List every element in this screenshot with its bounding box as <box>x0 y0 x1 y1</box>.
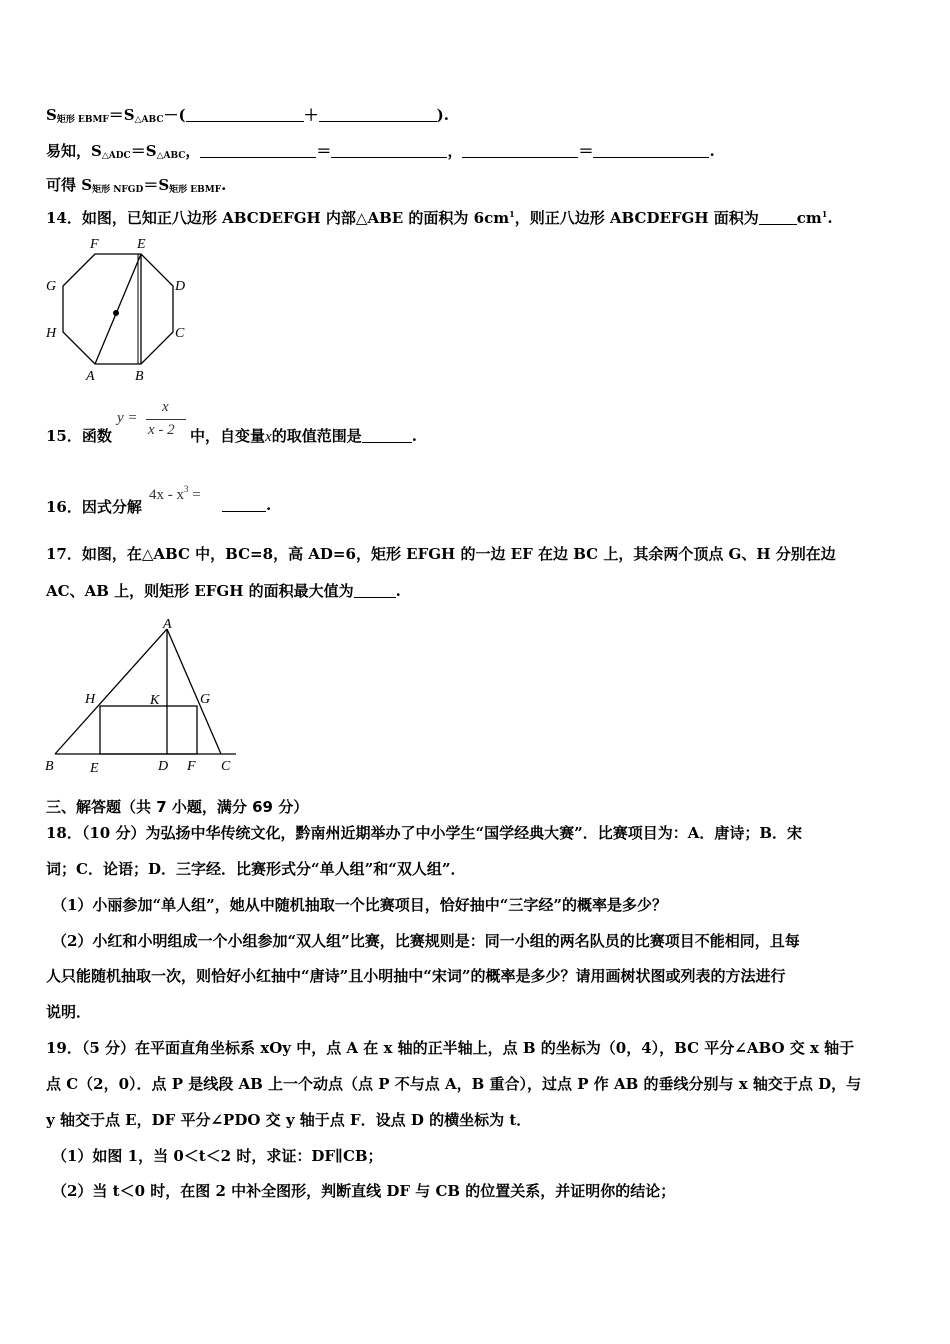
answer-blank[interactable] <box>362 428 412 443</box>
formula-factor: $4x - x^3$ = <box>149 484 201 503</box>
question-18-part1: （1）小丽参加“单人组”，她从中随机抽取一个比赛项目，恰好抽中“三字经”的概率是多少？ <box>52 896 667 914</box>
question-16: 16．因式分解 <box>46 498 142 516</box>
label-b: B <box>45 759 54 774</box>
answer-blank[interactable] <box>593 143 709 158</box>
line-s-rect-ebmf: $S_{矩形 EBMF}=S_{\triangle ABC}-$( ＋ ). <box>46 106 449 125</box>
answer-blank[interactable] <box>186 107 304 122</box>
answer-blank[interactable] <box>759 210 797 225</box>
question-19-line1: 19．（5 分）在平面直角坐标系 xOy 中，点 A 在 x 轴的正半轴上，点 B 的坐标为（0，4），BC 平分∠ABO 交 x 轴于 <box>46 1039 855 1057</box>
question-18-line5: 人只能随机抽取一次，则恰好小红抽中“唐诗”且小明抽中“宋词”的概率是多少？请用画树状图或列表的方法进行 <box>46 967 786 985</box>
question-16-blank: . <box>222 496 271 514</box>
question-18-line1: 18．（10 分）为弘扬中华传统文化，黔南州近期举办了中小学生“国学经典大赛”．比赛项目为：A．唐诗；B．宋 <box>46 824 803 842</box>
question-17-line1: 17．如图，在△ABC 中，BC=8，高 AD=6，矩形 EFGH 的一边 EF 在边 BC 上，其余两个顶点 G、H 分别在边 <box>46 545 836 563</box>
section-heading: 三、解答题（共 7 小题，满分 69 分） <box>46 798 309 816</box>
question-19-line3: y 轴交于点 E，DF 平分∠PDO 交 y 轴于点 F．设点 D 的横坐标为 t． <box>46 1111 532 1129</box>
label-a: A <box>163 617 172 632</box>
label-d: D <box>175 279 186 294</box>
label-e: E <box>137 237 146 252</box>
question-15: 15．函数 <box>46 427 112 445</box>
label-a: A <box>86 369 95 384</box>
question-18-line6: 说明． <box>46 1003 92 1021</box>
question-19-part2: （2）当 t＜0 时，在图 2 中补全图形，判断直线 DF 与 CB 的位置关系，并证明你的结论； <box>52 1182 676 1200</box>
fraction-bar <box>146 419 186 420</box>
label-g: G <box>200 692 211 707</box>
label-h: H <box>85 692 96 707</box>
line-yizhi: 易知，$S_{\triangle ADC}=S_{\triangle ABC}$， ＝ ， ＝ . <box>46 142 715 161</box>
question-15-rest: 中，自变量x的取值范围是 . <box>190 427 417 445</box>
triangle-figure <box>40 615 240 780</box>
answer-blank[interactable] <box>200 143 316 158</box>
answer-blank[interactable] <box>354 583 396 598</box>
label-f: F <box>187 759 196 774</box>
line-kede: 可得 $S_{矩形 NFGD}=S_{矩形 EBMF}$. <box>46 176 227 195</box>
label-c: C <box>175 326 185 341</box>
formula-denominator: x - 2 <box>148 422 175 438</box>
question-18-line2: 词；C．论语；D．三字经．比赛形式分“单人组”和“双人组”． <box>46 860 466 878</box>
label-e: E <box>90 761 99 776</box>
question-14: 14．如图，已知正八边形 ABCDEFGH 内部△ABE 的面积为 $6cm^1$，则正八边形 ABCDEFGH 面积为 $cm^1$. <box>46 209 833 227</box>
question-19-line2: 点 C（2，0）．点 P 是线段 AB 上一个动点（点 P 不与点 A，B 重合），过点 P 作 AB 的垂线分别与 x 轴交于点 D，与 <box>46 1075 862 1093</box>
answer-blank[interactable] <box>331 143 447 158</box>
label-h: H <box>46 326 57 341</box>
label-c: C <box>221 759 231 774</box>
octagon-figure <box>40 232 200 387</box>
question-18-part2: （2）小红和小明组成一个小组参加“双人组”比赛，比赛规则是：同一小组的两名队员的比赛项目不能相同，且每 <box>52 932 800 950</box>
question-19-part1: （1）如图 1，当 0＜t＜2 时，求证：DF∥CB； <box>52 1147 383 1165</box>
answer-blank[interactable] <box>222 497 266 512</box>
formula-numerator: x <box>162 399 169 415</box>
label-g: G <box>46 279 57 294</box>
question-17-line2: AC、AB 上，则矩形 EFGH 的面积最大值为 . <box>46 582 401 600</box>
answer-blank[interactable] <box>319 107 437 122</box>
label-d: D <box>158 759 169 774</box>
formula-y: y = <box>117 410 138 426</box>
answer-blank[interactable] <box>462 143 578 158</box>
label-k: K <box>150 693 160 708</box>
label-b: B <box>135 369 144 384</box>
label-f: F <box>90 237 99 252</box>
